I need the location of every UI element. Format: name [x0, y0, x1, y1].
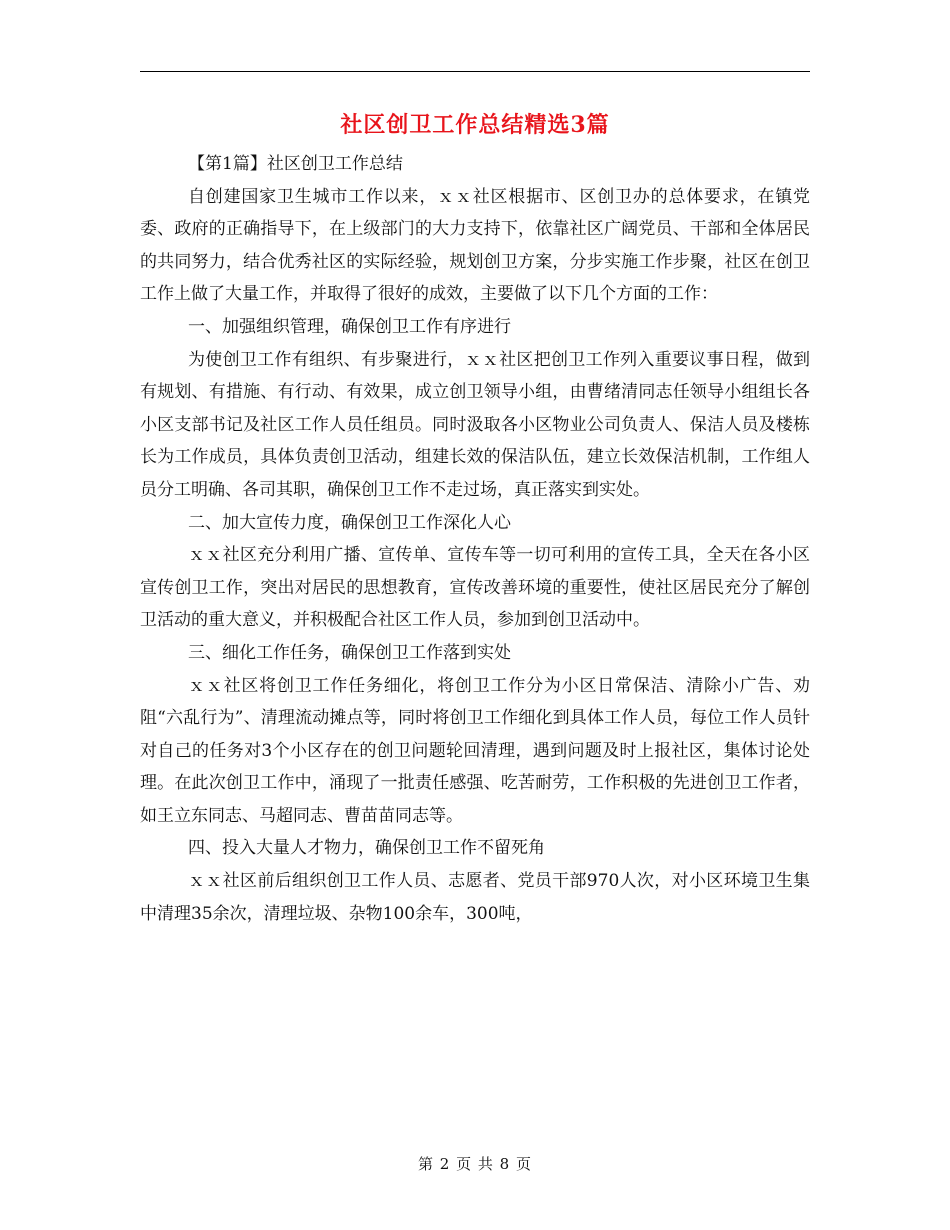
- paragraph-3: ｘｘ社区将创卫工作任务细化，将创卫工作分为小区日常保洁、清除小广告、劝阻“六乱行为”、清理流动摊点等，同时将创卫工作细化到具体工作人员，每位工作人员针对自己的任务对3个小区存在的创卫问题轮回清理，遇到问题及时上报社区，集体讨论处理。在此次创卫工作中，涌现了一批责任感强、吃苦耐劳，工作积极的先进创卫工作者，如王立东同志、马超同志、曹苗苗同志等。: [140, 675, 810, 826]
- paragraph-intro: 自创建国家卫生城市工作以来，ｘｘ社区根据市、区创卫办的总体要求，在镇党委、政府的正确指导下，在上级部门的大力支持下，依靠社区广阔党员、干部和全体居民的共同努力，结合优秀社区的实际经验，规划创卫方案，分步实施工作步聚，社区在创卫工作上做了大量工作，并取得了很好的成效，主要做了以下几个方面的工作：: [140, 186, 810, 305]
- heading-2: 二、加大宣传力度，确保创卫工作深化人心: [188, 512, 511, 533]
- heading-1: 一、加强组织管理，确保创卫工作有序进行: [188, 316, 511, 337]
- document-title: 社区创卫工作总结精选3篇: [340, 112, 610, 138]
- heading-4: 四、投入大量人才物力，确保创卫工作不留死角: [188, 838, 545, 859]
- paragraph-4: ｘｘ社区前后组织创卫工作人员、志愿者、党员干部970人次，对小区环境卫生集中清理35余次，清理垃圾、杂物100余车，300吨，: [140, 871, 810, 924]
- paragraph-section-heading: 【第1篇】社区创卫工作总结: [188, 154, 403, 174]
- heading-3: 三、细化工作任务，确保创卫工作落到实处: [188, 642, 511, 663]
- paragraph-2: ｘｘ社区充分利用广播、宣传单、宣传车等一切可利用的宣传工具，全天在各小区宣传创卫工作，突出对居民的思想教育，宣传改善环境的重要性，使社区居民充分了解创卫活动的重大意义，并积极配合社区工作人员，参加到创卫活动中。: [140, 545, 810, 631]
- page-number-footer: 第 2 页 共 8 页: [418, 1155, 532, 1173]
- paragraph-1: 为使创卫工作有组织、有步聚进行，ｘｘ社区把创卫工作列入重要议事日程，做到有规划、有措施、有行动、有效果，成立创卫领导小组，由曹绪清同志任领导小组组长各小区支部书记及社区工作人员任组员。同时汲取各小区物业公司负责人、保洁人员及楼栋长为工作成员，具体负责创卫活动，组建长效的保洁队伍，建立长效保洁机制，工作组人员分工明确、各司其职，确保创卫工作不走过场，真正落实到实处。: [140, 349, 810, 500]
- header-rule: [140, 71, 810, 72]
- document-body: [140, 148, 810, 930]
